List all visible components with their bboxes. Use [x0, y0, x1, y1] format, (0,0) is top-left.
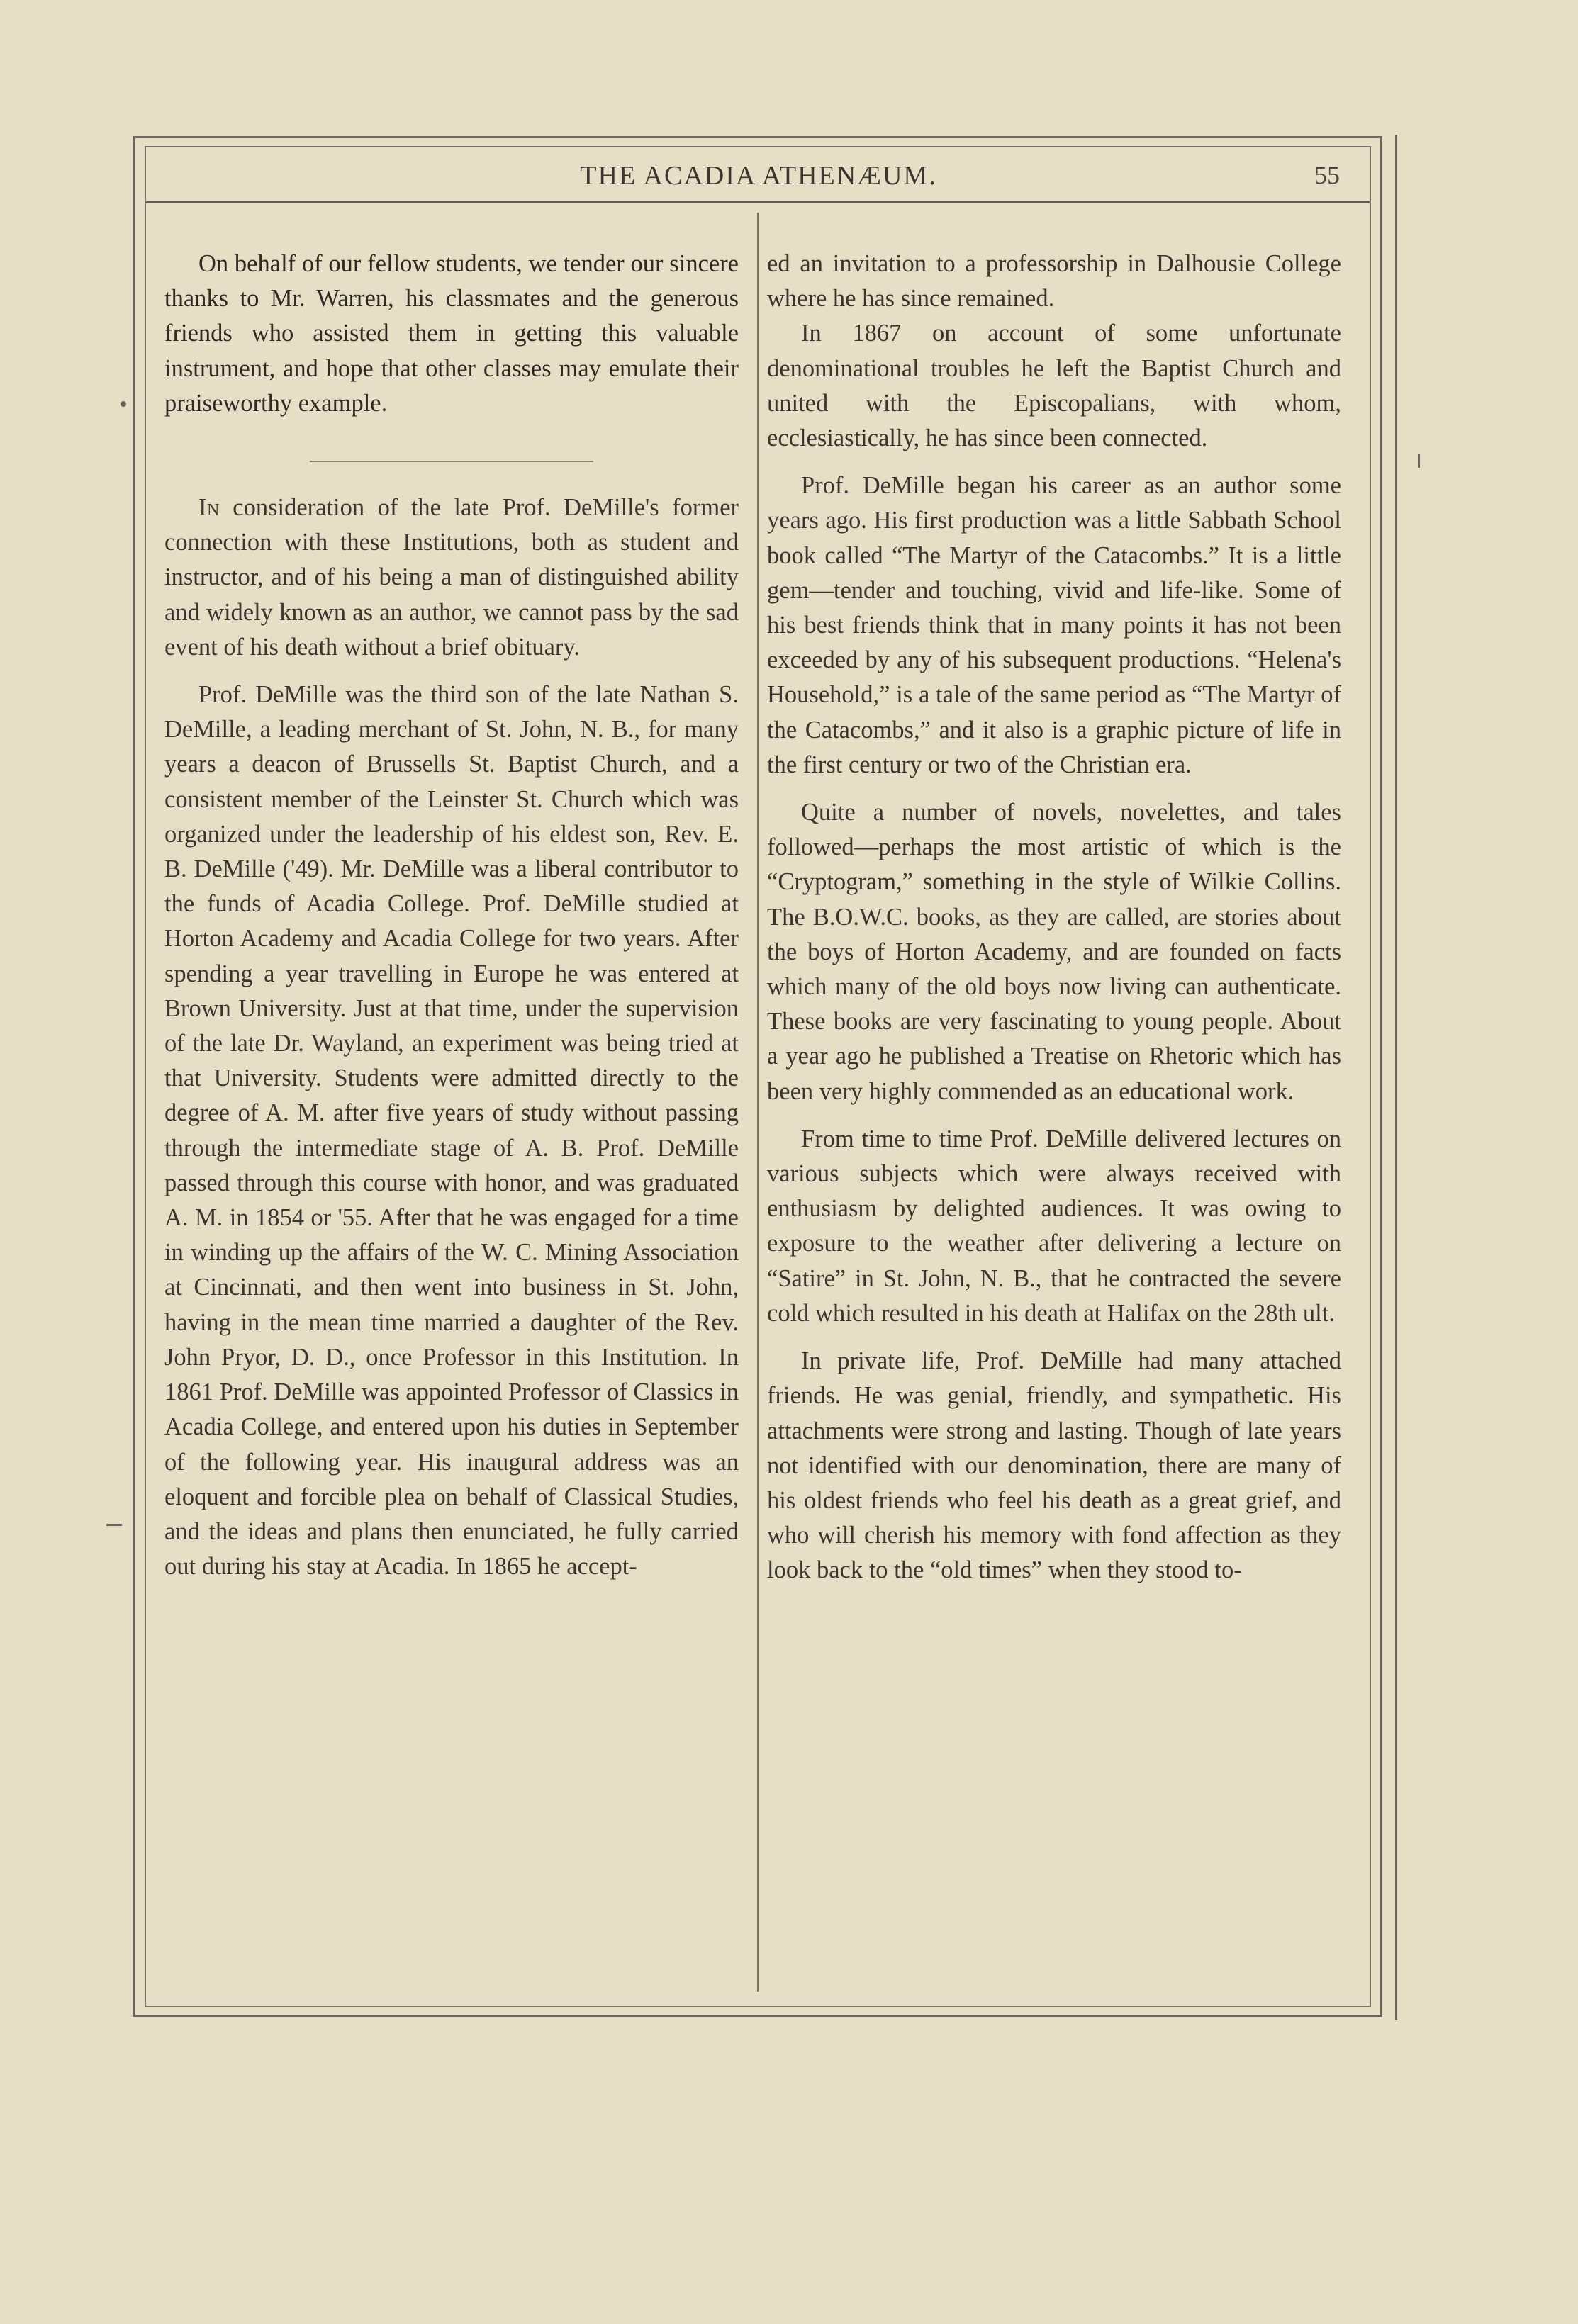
novels-paragraph: Quite a number of novels, novelettes, and tales followed—perhaps the most artistic of which is the “Cryptogram,” something in the style of Wilkie Collins. The B.O.W.C. books, as they are called, are stories about the boys of Horton Academy, and are founded on facts which many of the old boys now living can authenticate. These books are very fascinating to young people. About a year ago he published a Treatise on Rhetoric which has been very highly commended as an educational work. — [767, 799, 1341, 1105]
lectures-paragraph: From time to time Prof. DeMille delivered lectures on various subjects which were always received with enthusiasm by delighted audiences. It was owing to exposure to the weather after delivering a lecture on “Satire” in St. John, N. B., that he contracted the severe cold which resulted in his death at Halifax on the 28th ult. — [767, 1125, 1341, 1327]
section-divider — [310, 461, 593, 462]
journal-title: THE ACADIA ATHENÆUM. — [580, 161, 937, 191]
private-life-paragraph: In private life, Prof. DeMille had many attached friends. He was genial, friendly, and sympathetic. His attachments were strong and lasting. Though of late years not identified with our denomination, there are many of his oldest friends who feel his death as a great grief, and who will cherish his memory with fond affection as they look back to the “old times” when they stood to- — [767, 1347, 1341, 1584]
header-rule — [146, 201, 1370, 203]
continued-paragraph: ed an invitation to a professorship in Dalhousie College where he has since remained. — [767, 250, 1341, 313]
margin-tick — [106, 1524, 122, 1526]
left-column — [164, 247, 739, 1584]
page-number: 55 — [1314, 161, 1340, 189]
obituary-intro-paragraph — [164, 490, 739, 665]
column-divider — [757, 213, 759, 1992]
obituary-lead-word: In — [198, 494, 220, 522]
page-border-right-edge — [1395, 135, 1397, 2020]
right-column — [767, 247, 1341, 1588]
thanks-paragraph: On behalf of our fellow students, we tender our sincere thanks to Mr. Warren, his classmates and the generous friends who assisted them in getting this valuable instrument, and hope that other classes may emulate their praiseworthy example. — [164, 250, 739, 417]
obituary-intro-text: consideration of the late Prof. DeMille's former connection with these Institutions, both as student and instructor, and of his being a man of distinguished ability and widely known as an author, we cannot pass by the sad event of his death without a brief obituary. — [164, 494, 739, 661]
running-header — [156, 157, 1361, 200]
author-career-paragraph: Prof. DeMille began his career as an author some years ago. His first production was a little Sabbath School book called “The Martyr of the Catacombs.” It is a little gem—tender and touching, vivid and life-like. Some of his best friends think that in many points it has not been exceeded by any of his subsequent productions. “Helena's Household,” is a tale of the same period as “The Martyr of the Catacombs,” and it also is a graphic picture of life in the first century or two of the Christian era. — [767, 472, 1341, 778]
biography-paragraph: Prof. DeMille was the third son of the late Nathan S. DeMille, a leading merchant of St. John, N. B., for many years a deacon of Brussells St. Baptist Church, and a consistent member of the Leinster St. Church which was organized under the leadership of his eldest son, Rev. E. B. DeMille ('49). Mr. DeMille was a liberal contributor to the funds of Acadia College. Prof. DeMille studied at Horton Academy and Acadia College for two years. After spending a year travelling in Europe he was entered at Brown University. Just at that time, under the supervision of the late Dr. Wayland, an experiment was being tried at that University. Students were admitted directly to the degree of A. M. after five years of study without passing through the intermediate stage of A. B. Prof. DeMille passed through this course with honor, and was graduated A. M. in 1854 or '55. After that he was engaged for a time in winding up the affairs of the W. C. Mining Association at Cincinnati, and then went into business in St. John, having in the mean time married a daughter of the Rev. John Pryor, D. D., once Professor in this Institution. In 1861 Prof. DeMille was appointed Professor of Classics in Acadia College, and entered upon his duties in September of the following year. His inaugural address was an eloquent and forcible plea on behalf of Classical Studies, and the ideas and plans then enunciated, he fully carried out during his stay at Acadia. In 1865 he accept- — [164, 681, 739, 1581]
denomination-paragraph: In 1867 on account of some unfortunate denominational troubles he left the Baptist Church and united with the Episcopalians, with whom, ecclesiastically, he has since been connected. — [767, 320, 1341, 452]
margin-dot — [121, 401, 126, 407]
margin-tick-right — [1418, 454, 1420, 468]
